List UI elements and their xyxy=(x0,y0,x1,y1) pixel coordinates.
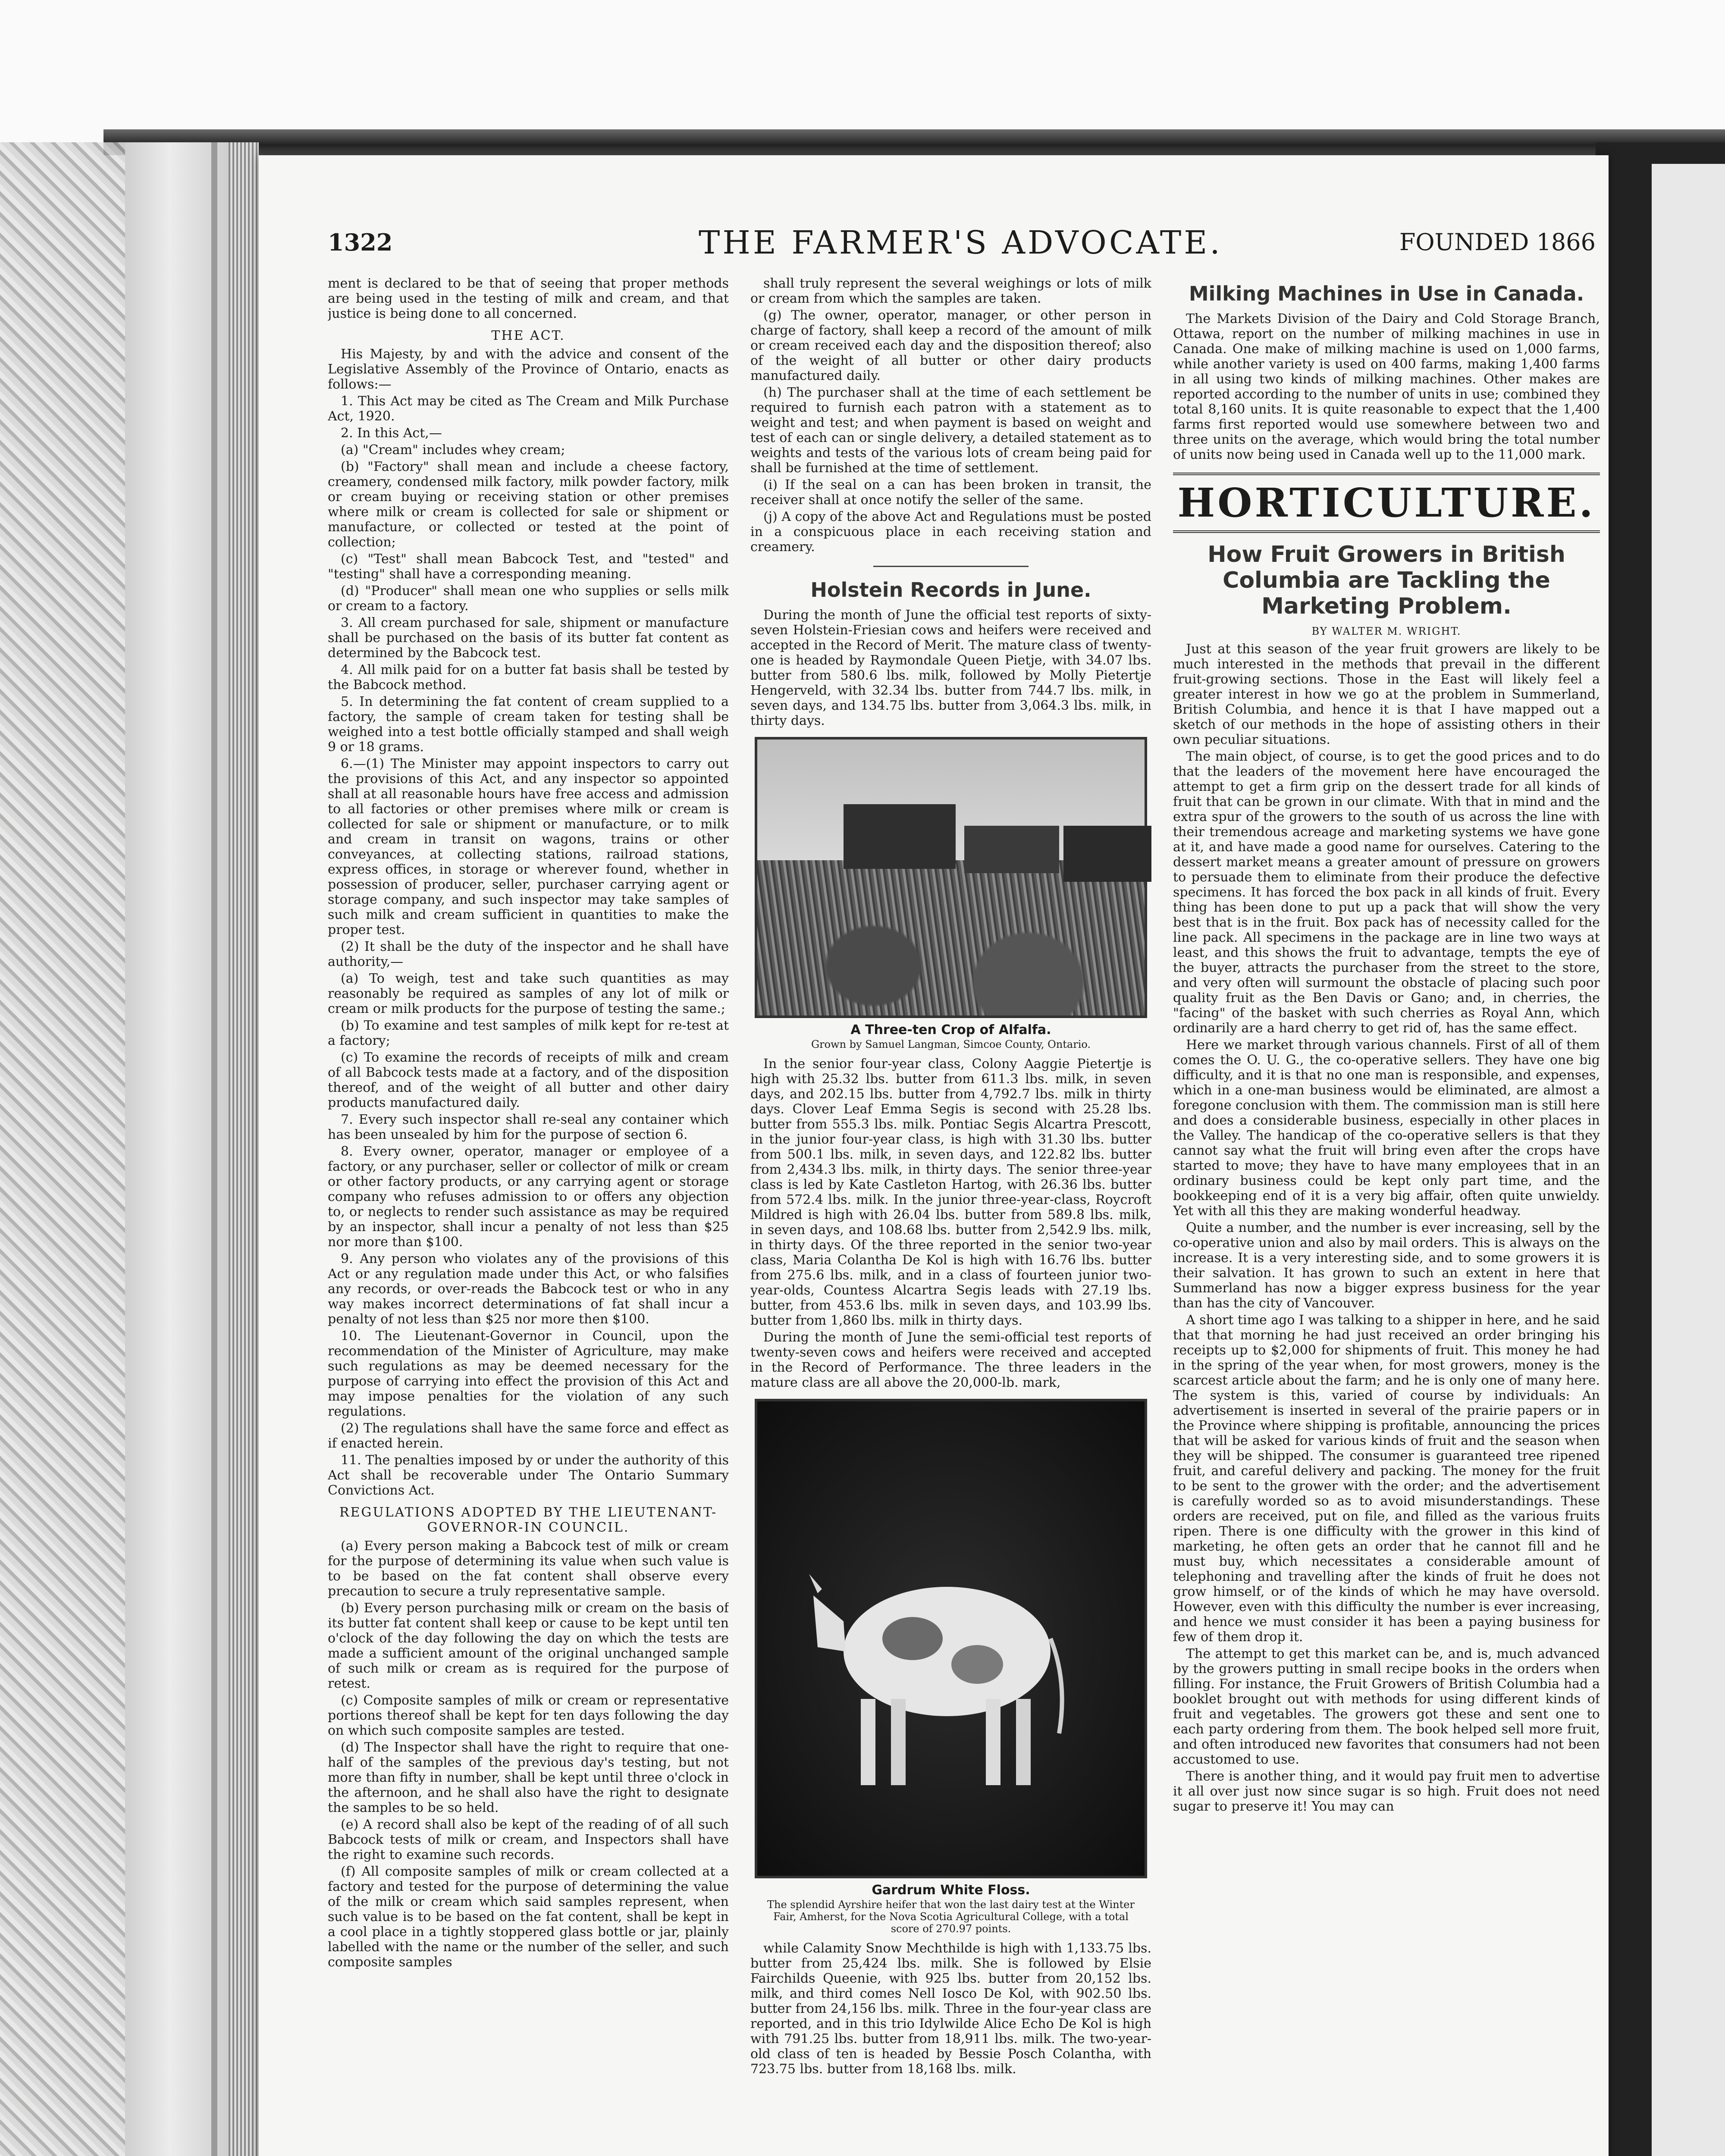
ayrshire-heifer-photo xyxy=(755,1399,1147,1878)
column-1 xyxy=(328,276,729,2156)
cow-caption-text: The splendid Ayrshire heifer that won the last dairy test at the Winter Fair, Amherst, for the Nova Scotia Agricultural College, with a total score of 270.97 points. xyxy=(767,1899,1135,1935)
act-paragraph: 4. All milk paid for on a butter fat basis shall be tested by the Babcock method. xyxy=(328,662,729,693)
milking-machines-paragraph: The Markets Division of the Dairy and Cold Storage Branch, Ottawa, report on the number of milking machines in use in Canada. One make of milking machine is used on 1,000 farms, while another variety is used on 400 farms, making 1,400 farms in all using two kinds of milking machines. Other makes are reported according to the number of units in use; combined they total 8,160 units. It is quite reasonable to expect that the 1,400 farms first reported would use somewhere between two and three units on the average, which would bring the total number of units now being used in Canada well up to the 11,000 mark. xyxy=(1173,311,1600,462)
book-spine xyxy=(125,142,237,2156)
regulations-continued xyxy=(750,276,1151,555)
fruit-growers-body xyxy=(1173,642,1600,1814)
act-heading: THE ACT. xyxy=(491,328,565,343)
regulation-paragraph: (a) Every person making a Babcock test of milk or cream for the purpose of determining its value when such value is to be based on the fat content shall observe every precaution to secure a truly representative sample. xyxy=(328,1539,729,1599)
byline: BY WALTER M. WRIGHT. xyxy=(1311,625,1462,637)
regulation-paragraph: (g) The owner, operator, manager, or other person in charge of factory, shall keep a record of the amount of milk or cream received each day and the disposition thereof; also of the weight of all butter or other dairy products manufactured daily. xyxy=(750,308,1151,383)
act-body xyxy=(328,347,729,1498)
article-paragraph: The attempt to get this market can be, and is, much advanced by the growers putting in small recipe books in the orders when filling. For instance, the Fruit Growers of British Columbia had a booklet brought out with methods for using different kinds of fruit and vegetables. The growers got these and sent one to each party ordering from them. The book helped sell more fruit, and often introduced new favorites that consumers had not been accustomed to use. xyxy=(1173,1646,1600,1767)
act-paragraph: 8. Every owner, operator, manager or employee of a factory, or any purchaser, seller or collector of milk or cream or other factory products, or any carrying agent or storage company who refuses admission to or offers any objection to, or neglects to render such assistance as may be required by an inspector, shall incur a penalty of not less than $25 nor more than $100. xyxy=(328,1144,729,1250)
act-paragraph: 3. All cream purchased for sale, shipment or manufacture shall be purchased on the basis of its butter fat content as determined by the Babcock test. xyxy=(328,615,729,661)
regulation-paragraph: (f) All composite samples of milk or cream collected at a factory and tested for the purpose of determining the value of the milk or cream which said samples represent, when such value is to be based on the fat content, shall be kept in a cool place in a tightly stoppered glass bottle or jar, plainly labelled with the name or the number of the seller, and such composite samples xyxy=(328,1864,729,1970)
act-paragraph: (2) The regulations shall have the same force and effect as if enacted herein. xyxy=(328,1421,729,1451)
act-paragraph: (b) To examine and test samples of milk kept for re-test at a factory; xyxy=(328,1018,729,1048)
act-paragraph: 11. The penalties imposed by or under the authority of this Act shall be recoverable under The Ontario Summary Convictions Act. xyxy=(328,1453,729,1498)
act-paragraph: 1. This Act may be cited as The Cream and Milk Purchase Act, 1920. xyxy=(328,394,729,424)
act-paragraph: 5. In determining the fat content of cream supplied to a factory, the sample of cream taken for testing shall be weighed into a test bottle officially stamped and shall weigh 9 or 18 grams. xyxy=(328,694,729,755)
regulation-paragraph: (h) The purchaser shall at the time of each settlement be required to furnish each patron with a statement as to weight and test; and when payment is based on weight and test of each can or single delivery, a detailed statement as to weights and tests of the various lots of cream being paid for shall be furnished at the time of settlement. xyxy=(750,385,1151,476)
act-paragraph: (c) "Test" shall mean Babcock Test, and "tested" and "testing" shall have a corresponding meaning. xyxy=(328,552,729,582)
regulations-heading: REGULATIONS ADOPTED BY THE LIEUTENANT-GOVERNOR-IN COUNCIL. xyxy=(339,1505,718,1535)
article-paragraph: Quite a number, and the number is ever increasing, sell by the co-operative union and also by mail orders. This is always on the increase. It is a very interesting side, and to some growers it is their salvation. It has grown to such an extent in here that Summerland has now a bigger express business for the year than has the city of Vancouver. xyxy=(1173,1220,1600,1311)
section-rule xyxy=(873,566,1029,567)
lace-cloth xyxy=(0,142,125,2156)
fruit-growers-heading: How Fruit Growers in British Columbia are Tackling the Marketing Problem. xyxy=(1208,542,1565,619)
article-paragraph: A short time ago I was talking to a shipper in here, and he said that that morning he had just received an order bringing his receipts up to $2,000 for shipments of fruit. This money he had in the spring of the year when, for most growers, money is the scarcest article about the farm; and he is only one of many here. The system is this, varied of course by individuals: An advertisement is inserted in several of the prairie papers or in the Province where shipping is profitable, announcing the prices that will be asked for various kinds of fruit and the season when they will be shipped. The consumer is guaranteed tree ripened fruit, and careful delivery and packing. The money for the fruit to be sent to the grower with the order; and the advertisement is carefully worded so as to avoid misunderstandings. These orders are received, put on file, and filled as the various fruits ripen. There is one difficulty with the grower in this kind of marketing, he often gets an order that he cannot fill and he must buy, which necessitates a considerable amount of telephoning and travelling after the kinds of fruit he does not grow himself, or of the kinds of which he may have oversold. However, even with this difficulty the number is ever increasing, and hence we must consider it has been a paying business for few of them drop it. xyxy=(1173,1313,1600,1645)
alfalfa-photo xyxy=(755,737,1147,1018)
article-paragraph: Here we market through various channels. First of all of them comes the O. U. G., the co-operative sellers. They have one big difficulty, and it is that no one man is responsible, and expenses, which in a one-man business would be eliminated, are almost a foregone conclusion with them. The commission man is still here and does a considerable business, especially in other places in the Valley. The handicap of the co-operative sellers is that they cannot say what the fruit will bring even after the crops have started to move; they have to have many employees that in an ordinary business could be kept only part time, and the bookkeeping end of it is a very big affair, often quite unwieldy. Yet with all this they are making wonderful headway. xyxy=(1173,1037,1600,1219)
regulation-paragraph: (c) Composite samples of milk or cream or representative portions thereof shall be kept for ten days following the day on which such composite samples are tested. xyxy=(328,1693,729,1738)
cow-illustration xyxy=(805,1509,1081,1811)
act-paragraph: (2) It shall be the duty of the inspector and he shall have authority,— xyxy=(328,939,729,969)
holstein-body xyxy=(750,1056,1151,1390)
article-paragraph: In the senior four-year class, Colony Aaggie Pietertje is high with 25.32 lbs. butter from 611.3 lbs. milk, in seven days, and 202.15 lbs. butter from 4,792.7 lbs. milk in thirty days. Clover Leaf Emma Segis is second with 25.28 lbs. butter from 555.3 lbs. milk. Pontiac Segis Alcartra Prescott, in the junior four-year class, is high with 31.30 lbs. butter from 500.1 lbs. milk, in seven days, and 122.82 lbs. butter from 2,434.3 lbs. milk, in thirty days. The senior three-year class is led by Kate Castleton Hartog, with 26.36 lbs. butter from 572.4 lbs. milk. In the junior three-year-class, Roycroft Mildred is high with 26.04 lbs. butter from 589.8 lbs. milk, in seven days, and 108.68 lbs. butter from 2,542.9 lbs. milk, in thirty days. Of the three reported in the senior two-year class, Maria Colantha De Kol is high with 16.76 lbs. butter from 275.6 lbs. milk, and in a class of fourteen junior two-year-olds, Countess Alcartra Segis leads with 27.19 lbs. butter, from 453.6 lbs. milk in seven days, and 103.99 lbs. butter from 1,860 lbs. milk in thirty days. xyxy=(750,1056,1151,1328)
act-paragraph: (c) To examine the records of receipts of milk and cream of all Babcock tests made at a factory, and of the disposition thereof, and of the weight of all butter and other dairy products manufactured daily. xyxy=(328,1050,729,1110)
act-paragraph: (d) "Producer" shall mean one who supplies or sells milk or cream to a factory. xyxy=(328,583,729,614)
journal-title: THE FARMER'S ADVOCATE. xyxy=(699,224,1223,261)
act-paragraph: 7. Every such inspector shall re-seal any container which has been unsealed by him for the purpose of section 6. xyxy=(328,1112,729,1142)
book-top-shadow xyxy=(104,129,1725,155)
background-top xyxy=(0,0,1725,142)
article-paragraph: During the month of June the official test reports of sixty-seven Holstein-Friesian cows and heifers were received and accepted in the Record of Merit. The mature class of twenty-one is headed by Raymondale Queen Pietje, with 34.07 lbs. butter from 580.6 lbs. milk, followed by Molly Pietertje Hengerveld, with 32.34 lbs. butter from 744.7 lbs. milk, in seven days, and 134.75 lbs. butter from 3,064.3 lbs. milk, in thirty days. xyxy=(750,608,1151,728)
regulation-paragraph: (b) Every person purchasing milk or cream on the basis of its butter fat content shall keep or cause to be kept until ten o'clock of the day following the day on which the tests are made a sufficient amount of the original unchanged sample of such milk or cream as is required for the purpose of retest. xyxy=(328,1601,729,1691)
adjacent-page xyxy=(1652,164,1725,2156)
act-paragraph: (b) "Factory" shall mean and include a cheese factory, creamery, condensed milk factory, milk powder factory, milk or cream buying or receiving station or other premises where milk or cream is collected for sale or shipment or manufacture, or collected or tested at the point of collection; xyxy=(328,459,729,550)
regulation-paragraph: (e) A record shall also be kept of the reading of of all such Babcock tests of milk or cream, and Inspectors shall have the right to examine such records. xyxy=(328,1817,729,1862)
holstein-ending xyxy=(750,1941,1151,2077)
holstein-heading: Holstein Records in June. xyxy=(810,578,1091,602)
newspaper-page xyxy=(259,155,1609,2156)
regulation-paragraph: (d) The Inspector shall have the right to require that one-half of the samples of the previous day's testing, but not more than fifty in number, shall be kept until three o'clock in the afternoon, and he shall also have the right to designate the samples to be so held. xyxy=(328,1740,729,1815)
article-paragraph: Just at this season of the year fruit growers are likely to be much interested in the methods that prevail in the different fruit-growing sections. Those in the East will likely feel a greater interest in how we go at the problem in Summerland, British Columbia, and hence it is that I have mapped out a sketch of our methods in the hope of assisting others in their own peculiar situations. xyxy=(1173,642,1600,747)
article-paragraph: while Calamity Snow Mechthilde is high with 1,133.75 lbs. butter from 25,424 lbs. milk. She is followed by Elsie Fairchilds Queenie, with 925 lbs. butter from 20,152 lbs. milk, and third comes Nell Iosco De Kol, with 902.50 lbs. butter from 24,156 lbs. milk. Three in the four-year class are reported, and in this trio Idylwilde Alice Echo De Kol is high with 791.25 lbs. butter from 18,911 lbs. milk. The two-year-old class of ten is headed by Bessie Posch Colantha, with 723.75 lbs. butter from 18,168 lbs. milk. xyxy=(750,1941,1151,2077)
act-intro: ment is declared to be that of seeing that proper methods are being used in the testing of milk and cream, and that justice is being done to all concerned. xyxy=(328,276,729,321)
cow-caption-title: Gardrum White Floss. xyxy=(872,1883,1030,1898)
alfalfa-caption-title: A Three-ten Crop of Alfalfa. xyxy=(850,1022,1051,1037)
regulation-paragraph: (j) A copy of the above Act and Regulations must be posted in a conspicuous place in each receiving station and creamery. xyxy=(750,509,1151,555)
article-paragraph: There is another thing, and it would pay fruit men to advertise it all over just now since sugar is so high. Fruit does not need sugar to preserve it! You may can xyxy=(1173,1769,1600,1814)
page-edges-left xyxy=(229,142,259,2156)
act-paragraph: His Majesty, by and with the advice and consent of the Legislative Assembly of the Province of Ontario, enacts as follows:— xyxy=(328,347,729,392)
running-header xyxy=(328,224,1596,259)
horticulture-banner: HORTICULTURE. xyxy=(1173,473,1600,533)
alfalfa-caption-credit: Grown by Samuel Langman, Simcoe County, Ontario. xyxy=(811,1038,1091,1050)
milking-machines-heading: Milking Machines in Use in Canada. xyxy=(1189,282,1584,305)
founded-note: FOUNDED 1866 xyxy=(1399,229,1596,256)
column-3 xyxy=(1173,276,1600,2156)
regulations-body xyxy=(328,1539,729,1970)
article-paragraph: During the month of June the semi-official test reports of twenty-seven cows and heifers were received and accepted in the Record of Performance. The three leaders in the mature class are all above the 20,000-lb. mark, xyxy=(750,1330,1151,1390)
act-paragraph: 9. Any person who violates any of the provisions of this Act or any regulation made under this Act, or who falsifies any records, or over-reads the Babcock test or who in any way makes incorrect determinations of fat shall incur a penalty of not less than $25 nor more then $100. xyxy=(328,1251,729,1327)
spine-groove xyxy=(211,142,217,2156)
act-paragraph: (a) To weigh, test and take such quantities as may reasonably be required as samples of any lot of milk or cream or milk products for the purpose of testing the same.; xyxy=(328,971,729,1016)
act-paragraph: 10. The Lieutenant-Governor in Council, upon the recommendation of the Minister of Agriculture, may make such regulations as may be deemed necessary for the purpose of carrying into effect the provision of this Act and may impose penalties for the violation of any such regulations. xyxy=(328,1329,729,1419)
regulation-paragraph: (i) If the seal on a can has been broken in transit, the receiver shall at once notify the seller of the same. xyxy=(750,477,1151,508)
holstein-intro xyxy=(750,608,1151,728)
act-paragraph: (a) "Cream" includes whey cream; xyxy=(341,442,565,458)
act-paragraph: 6.—(1) The Minister may appoint inspectors to carry out the provisions of this Act, and any inspector so appointed shall at all reasonable hours have free access and admission to all factories or other premises where milk or cream is collected for sale or shipment or manufacture, or to milk and cream in transit on wagons, trains or other conveyances, at collecting stations, railroad stations, express offices, in storage or wherever found, whether in possession of producer, seller, purchaser carrying agent or storage company, and such inspector may take samples of such milk and cream sufficient in quantities to make the proper test. xyxy=(328,756,729,937)
act-paragraph: 2. In this Act,— xyxy=(341,426,442,441)
regulation-paragraph: shall truly represent the several weighings or lots of milk or cream from which the samples are taken. xyxy=(750,276,1151,306)
column-2 xyxy=(750,276,1151,2156)
page-number: 1322 xyxy=(328,229,393,256)
article-paragraph: The main object, of course, is to get the good prices and to do that the leaders of the movement here have encouraged the attempt to get a firm grip on the dessert trade for all kinds of fruit that can be grown in our climate. With that in mind and the extra spur of the growers to the south of us across the line with their tremendous acreage and marketing systems we have gone at it, and have made a good name for ourselves. Catering to the dessert market means a greater amount of pressure on growers to persuade them to eliminate from their produce the defective specimens. It has forced the box pack in all kinds of fruit. Every thing has been done to put up a pack that will show the very best that is in the fruit. Box pack has of necessity called for the line pack. All specimens in the package are in line two ways at least, and this shows the fruit to advantage, tempts the eye of the buyer, attracts the purchaser from the street to the store, and very often will surmount the obstacle of placing such poor quality fruit as the Ben Davis or Gano; and, in cherries, the "facing" of the basket with such cherries as Royal Ann, which ordinarily are a hard cherry to get rid of, has the same effect. xyxy=(1173,749,1600,1036)
